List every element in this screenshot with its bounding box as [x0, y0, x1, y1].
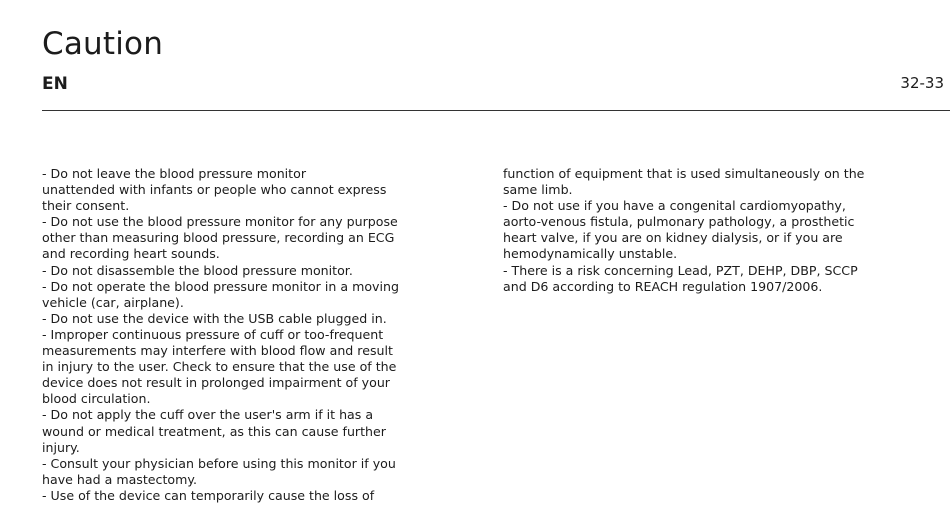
text-line: - Do not disassemble the blood pressure monitor. — [42, 262, 353, 278]
text-line: function of equipment that is used simultaneously on the — [503, 166, 865, 181]
text-line: hemodynamically unstable. — [503, 246, 678, 262]
text-line: unattended with infants or people who cannot express — [42, 182, 387, 198]
text-line: in injury to the user. Check to ensure that the use of the — [42, 359, 397, 375]
right-text-column — [503, 166, 943, 295]
text-line: aorto-venous fistula, pulmonary pathology, a prosthetic — [503, 214, 855, 230]
language-code: EN — [42, 74, 68, 94]
text-line: have had a mastectomy. — [42, 471, 198, 487]
text-line: - There is a risk concerning Lead, PZT, DEHP, DBP, SCCP — [503, 262, 858, 278]
text-line: device does not result in prolonged impairment of your — [42, 375, 390, 391]
text-line: - Do not apply the cuff over the user's arm if it has a — [42, 407, 374, 423]
text-line: measurements may interfere with blood flow and result — [42, 343, 393, 359]
text-line: vehicle (car, airplane). — [42, 294, 184, 310]
text-line: - Use of the device can temporarily cause the loss of — [42, 487, 375, 503]
text-line: their consent. — [42, 198, 130, 214]
text-line: and recording heart sounds. — [42, 246, 220, 262]
text-line: - Improper continuous pressure of cuff or too-frequent — [42, 326, 384, 342]
page-title: Caution — [42, 26, 164, 62]
text-line: - Do not use the blood pressure monitor for any purpose — [42, 214, 398, 230]
page-range: 32-33 — [900, 74, 944, 92]
text-line: and D6 according to REACH regulation 1907/2006. — [503, 278, 823, 294]
text-line: other than measuring blood pressure, recording an ECG — [42, 230, 395, 246]
text-line: - Do not leave the blood pressure monitor — [42, 166, 306, 181]
text-line: - Do not operate the blood pressure monitor in a moving — [42, 278, 399, 294]
text-line: injury. — [42, 439, 80, 455]
text-line: same limb. — [503, 182, 573, 198]
text-line: blood circulation. — [42, 391, 151, 407]
text-line: - Consult your physician before using this monitor if you — [42, 455, 396, 471]
header-divider — [42, 110, 950, 111]
text-line: wound or medical treatment, as this can cause further — [42, 423, 386, 439]
text-line: heart valve, if you are on kidney dialysis, or if you are — [503, 230, 843, 246]
left-text-column — [42, 166, 467, 504]
text-line: - Do not use if you have a congenital cardiomyopathy, — [503, 198, 846, 214]
text-line: - Do not use the device with the USB cable plugged in. — [42, 310, 387, 326]
